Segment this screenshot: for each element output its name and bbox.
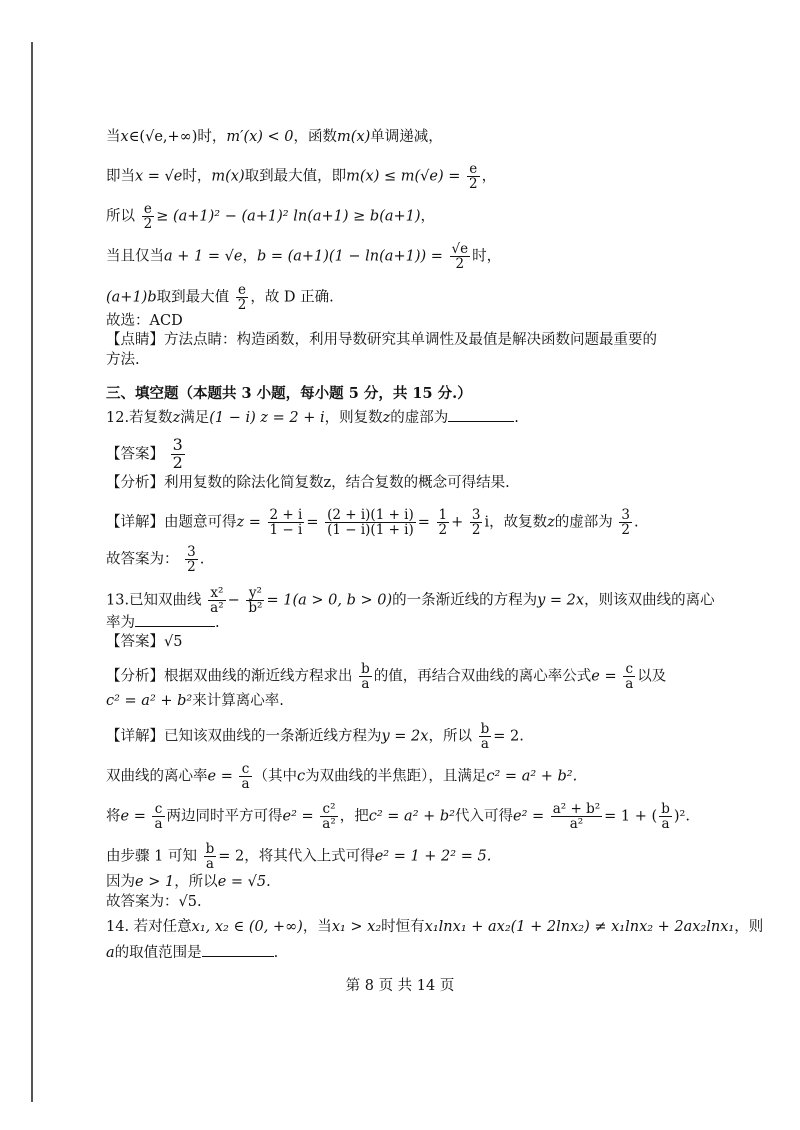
fraction [142, 202, 155, 231]
line-4 [106, 242, 501, 271]
math: x₁lnx₁ + ax₂(1 + 2lnx₂) ≠ x₁lnx₂ + 2ax₂lnx₁ [424, 919, 735, 935]
text: 的一条渐近线的方程为 [392, 592, 538, 609]
math: x = √e [135, 168, 183, 185]
fraction [239, 762, 251, 791]
q14-stem-2 [106, 942, 278, 963]
numerator: x² [208, 586, 225, 601]
answer-label: 【答案】 [106, 446, 164, 463]
text: ， [420, 208, 436, 225]
numerator: b [361, 661, 370, 677]
math: m(x) [337, 129, 371, 145]
text: 12.若复数 [106, 410, 173, 426]
fraction [467, 162, 480, 191]
q13-stem-2 [106, 612, 220, 633]
math: ∈(√e,+∞) [128, 129, 198, 145]
text: 将 [106, 808, 121, 825]
q13-analysis-2 [106, 691, 284, 711]
text: 时恒有 [381, 919, 425, 935]
math: e² = 1 + 2² = 5. [374, 848, 492, 865]
text: 即当 [106, 168, 135, 185]
page-footer: 第 8 页 共 14 页 [345, 978, 455, 994]
math: )². [673, 808, 690, 825]
fraction [320, 802, 337, 831]
text: 13.已知双曲线 [106, 592, 202, 609]
q13-answer [106, 632, 182, 652]
text: 时， [182, 168, 212, 185]
fraction [437, 508, 450, 537]
math: z [382, 410, 391, 426]
fraction [268, 508, 305, 537]
line-3 [106, 202, 435, 231]
text: 双曲线的离心率 [106, 768, 208, 785]
numerator: 1 [438, 507, 448, 523]
q13-detail-5 [106, 872, 271, 892]
text: 【分析】根据双曲线的渐近线方程求出 [106, 668, 353, 685]
q13-detail-2 [106, 762, 577, 791]
math: e = [120, 808, 146, 825]
q12-final [106, 545, 204, 574]
fraction [479, 722, 492, 751]
numerator: (2 + i)(1 + i) [327, 507, 414, 523]
math: x [120, 129, 129, 145]
math: = 2. [493, 728, 524, 745]
denominator: a [625, 676, 634, 693]
text: . [633, 514, 639, 531]
math: x₁, x₂ ∈ (0, +∞) [191, 919, 303, 935]
numerator: 3 [187, 544, 196, 560]
text: 取到最大值 [156, 289, 230, 306]
fraction [551, 802, 602, 831]
text: 当 [106, 129, 121, 145]
denominator: 2 [455, 256, 465, 273]
math: e = [591, 668, 617, 685]
fraction [359, 662, 372, 691]
text: ，把 [339, 808, 369, 825]
math: = 1 + ( [604, 808, 658, 825]
denominator: a [154, 816, 163, 833]
q13-stem [106, 586, 715, 615]
q13-final [106, 892, 202, 912]
math: c² = a² + b² [106, 693, 193, 709]
text: 来计算离心率. [192, 693, 284, 709]
numerator: y² [246, 586, 264, 601]
text: 【详解】由题意可得 [106, 514, 237, 531]
denominator: 2 [438, 522, 448, 539]
math: e > 1 [135, 874, 175, 890]
numerator: a² + b² [552, 801, 601, 817]
math: b = (a+1)(1 − ln(a+1)) = [256, 248, 443, 265]
numerator: e [142, 202, 155, 217]
denominator: 2 [471, 522, 481, 539]
q13-detail-1 [106, 722, 524, 751]
denominator: a² [569, 816, 584, 833]
numerator: e [467, 162, 480, 177]
fraction [623, 662, 635, 691]
fraction [470, 508, 483, 537]
numerator: b [661, 801, 670, 817]
text: ，所以 [174, 874, 218, 890]
numerator: c² [320, 802, 337, 817]
text: . [514, 410, 519, 426]
text: . [199, 551, 205, 568]
line-5 [106, 283, 334, 312]
numerator: b [480, 721, 490, 737]
math: + [451, 514, 464, 531]
text: 两边同时平方可得 [166, 808, 283, 825]
text: 单调递减， [370, 129, 443, 145]
answer-blank [448, 407, 514, 422]
math: a [106, 945, 115, 961]
denominator: 1 − i [269, 522, 303, 539]
text: 满足 [180, 410, 210, 426]
numerator: e [236, 283, 249, 298]
choice-answer: 故选：ACD [106, 313, 183, 329]
text: ，故复数 [489, 514, 548, 531]
numerator: √e [451, 241, 469, 257]
q12-stem [106, 407, 519, 428]
q13-detail-3 [106, 802, 690, 831]
margin-line [31, 42, 33, 1102]
text: ，当 [302, 919, 332, 935]
denominator: 2 [187, 559, 196, 576]
denominator: a [241, 776, 250, 793]
math: m(x) [211, 168, 245, 185]
denominator: a [661, 816, 670, 833]
q12-answer [106, 437, 187, 472]
text: 的虚部为 [390, 410, 449, 426]
numerator: 2 + i [269, 507, 303, 523]
math: x₁ > x₂ [331, 919, 382, 935]
tip-line-1: 【点睛】方法点睛：构造函数，利用导数研究其单调性及最值是解决函数问题最重要的 [106, 332, 657, 348]
text: 故答案为： [106, 551, 179, 568]
numerator: b [205, 841, 215, 857]
math: y = 2x [537, 592, 585, 609]
math: = [417, 514, 430, 531]
text: 所以 [106, 208, 135, 225]
math: (a+1)b [106, 289, 157, 306]
numerator: c [152, 802, 164, 817]
text: 代入可得 [454, 808, 513, 825]
fraction [619, 508, 632, 537]
math: z [172, 410, 181, 426]
fraction [152, 802, 164, 831]
line-1 [106, 127, 443, 147]
text: 的虚部为 [554, 514, 613, 531]
denominator: 2 [469, 176, 478, 193]
text: 取到最大值，即 [244, 168, 347, 185]
answer-label: 【答案】 [106, 634, 164, 650]
math: (1 − i) z = 2 + i [209, 410, 325, 426]
denominator: 2 [143, 216, 153, 233]
text: ，故 D 正确. [250, 289, 334, 306]
numerator: 3 [471, 507, 481, 523]
text: 时， [472, 248, 502, 265]
text: ，则复数 [324, 410, 383, 426]
text: 的值，再结合双曲线的离心率公式 [373, 668, 592, 685]
q14-stem [106, 917, 763, 937]
math: = 2 [218, 848, 245, 865]
math: y = 2x [381, 728, 429, 745]
math: i [484, 514, 490, 531]
text: 因为 [106, 874, 135, 890]
math: m(x) ≤ m(√e) = [346, 168, 461, 185]
q12-analysis: 【分析】利用复数的除法化简复数z，结合复数的概念可得结果. [106, 475, 510, 491]
math: c² = a² + b². [486, 768, 578, 785]
numerator: c [623, 662, 635, 677]
answer-blank [135, 612, 215, 627]
section-title: 三、填空题（本题共 3 小题，每小题 5 分，共 15 分.） [106, 385, 472, 402]
denominator: b² [248, 600, 263, 617]
denominator: a [361, 676, 370, 693]
numerator: 3 [621, 507, 630, 523]
q13-detail-4 [106, 842, 491, 871]
answer-value: √5 [164, 634, 183, 650]
numerator: c [239, 762, 251, 777]
text: 率为 [106, 615, 135, 631]
math: ≥ (a+1)² − (a+1)² ln(a+1) ≥ b(a+1) [156, 208, 421, 225]
denominator: a² [210, 600, 224, 617]
denominator: 2 [237, 297, 247, 314]
text: 的取值范围是 [114, 945, 202, 961]
math: z [547, 514, 555, 531]
text: . [273, 945, 279, 961]
math: e = [207, 768, 233, 785]
q12-detail [106, 508, 639, 537]
denominator: 2 [172, 452, 183, 472]
math: e² = [512, 808, 545, 825]
text: 故答案为： [106, 894, 179, 910]
math: m′(x) < 0 [226, 129, 294, 145]
fraction [185, 545, 198, 574]
text: ， [481, 168, 497, 185]
text: ，将其代入上式可得 [244, 848, 375, 865]
text: 时， [197, 129, 227, 145]
denominator: 2 [621, 522, 630, 539]
text: 当且仅当 [106, 248, 164, 265]
denominator: a [205, 856, 214, 873]
math: e = √5. [217, 874, 271, 890]
math: c² = a² + b² [368, 808, 455, 825]
fraction [325, 508, 416, 537]
math: z = [236, 514, 261, 531]
denominator: (1 − i)(1 + i) [327, 522, 414, 539]
text: 为双曲线的半焦距），且满足 [305, 768, 487, 785]
denominator: a [480, 736, 489, 753]
tip-line-2: 方法. [106, 352, 140, 368]
fraction [236, 283, 249, 312]
text: . [215, 615, 220, 631]
math: e² = [282, 808, 314, 825]
math: √5. [178, 894, 202, 910]
math: a + 1 = √e [164, 248, 243, 265]
text: （其中 [253, 768, 298, 785]
fraction [208, 586, 225, 615]
text: ，则该双曲线的离心 [584, 592, 715, 609]
line-2 [106, 162, 496, 191]
math: c [297, 768, 306, 785]
math: = 1(a > 0, b > 0) [266, 592, 393, 609]
math: = [306, 514, 319, 531]
q13-analysis [106, 662, 666, 691]
fraction [171, 437, 185, 472]
text: ，函数 [293, 129, 338, 145]
text: 14. 若对任意 [106, 919, 192, 935]
text: 由步骤 1 可知 [106, 848, 197, 865]
fraction [659, 802, 672, 831]
text: ，则 [734, 919, 764, 935]
fraction [450, 242, 471, 271]
denominator: a² [322, 816, 336, 833]
text: ，所以 [428, 728, 472, 745]
fraction [204, 842, 217, 871]
text: ， [242, 248, 257, 265]
text: 【详解】已知该双曲线的一条渐近线方程为 [106, 728, 382, 745]
text: 以及 [637, 668, 667, 685]
numerator: 3 [172, 435, 183, 454]
answer-blank [202, 942, 274, 957]
fraction [246, 586, 264, 615]
math: − [227, 592, 240, 609]
